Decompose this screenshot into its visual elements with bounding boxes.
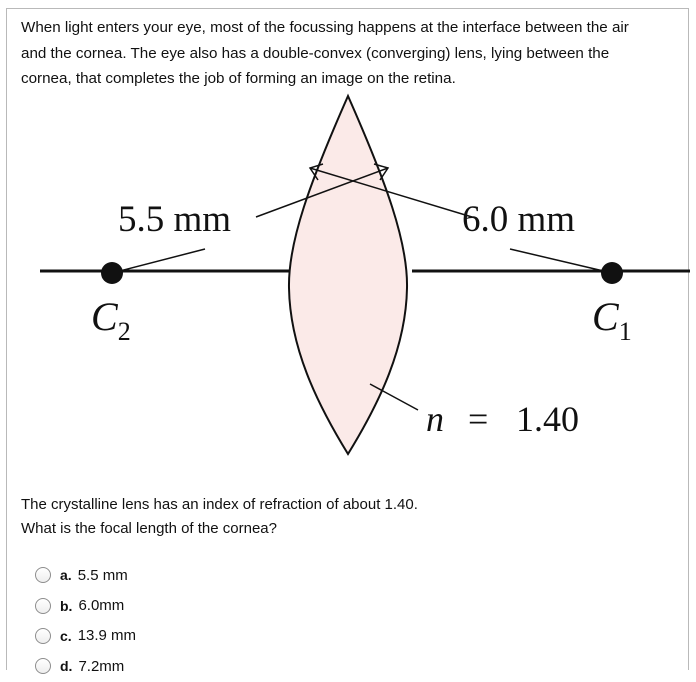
radio-button-d[interactable] [35, 658, 51, 674]
lens-diagram-svg [40, 92, 690, 462]
center-c1-dot [601, 262, 623, 284]
option-b[interactable] [35, 590, 335, 620]
lens-shape [289, 96, 407, 454]
index-value-label: 1.40 [516, 399, 579, 439]
c1-subscript: 1 [618, 317, 632, 346]
c1-letter: C [592, 294, 619, 339]
index-eq-label: = [468, 399, 489, 439]
option-a-letter: a. [60, 567, 72, 584]
option-b-letter: b. [60, 597, 73, 614]
leader-c1 [510, 249, 612, 273]
option-c-text: 13.9 mm [77, 627, 137, 645]
lens-diagram [40, 92, 690, 462]
c2-letter: C [91, 294, 118, 339]
intro-line-1: When light enters your eye, most of the focussing happens at the interface between the air [21, 19, 629, 36]
c2-subscript: 2 [117, 317, 131, 346]
option-c-letter: c. [60, 627, 72, 644]
index-var-label: n [426, 399, 444, 439]
center-c1-label [592, 294, 632, 346]
radio-button-b[interactable] [35, 598, 51, 614]
intro-line-2: and the cornea. The eye also has a double-convex (converging) lens, lying between the [21, 44, 610, 62]
radio-button-c[interactable] [35, 628, 51, 644]
left-radius-label: 5.5 mm [118, 199, 232, 240]
question-line-2: What is the focal length of the cornea? [21, 520, 277, 537]
option-a-text: 5.5 mm [77, 566, 128, 584]
question-line-1: The crystalline lens has an index of refraction of about 1.40. [21, 496, 418, 513]
answer-options [35, 560, 335, 682]
right-radius-label: 6.0 mm [462, 199, 576, 240]
question-intro-text [21, 15, 681, 92]
center-c2-label [91, 294, 131, 346]
option-d[interactable] [35, 651, 335, 681]
leader-c2 [112, 249, 205, 273]
option-b-text: 6.0mm [78, 597, 125, 615]
center-c2-dot [101, 262, 123, 284]
option-d-text: 7.2mm [78, 657, 125, 675]
option-c[interactable] [35, 621, 335, 651]
option-a[interactable] [35, 560, 335, 590]
question-text [21, 493, 661, 541]
intro-line-3: cornea, that completes the job of forming an image on the retina. [21, 70, 456, 87]
radio-button-a[interactable] [35, 567, 51, 583]
option-d-letter: d. [60, 658, 73, 675]
